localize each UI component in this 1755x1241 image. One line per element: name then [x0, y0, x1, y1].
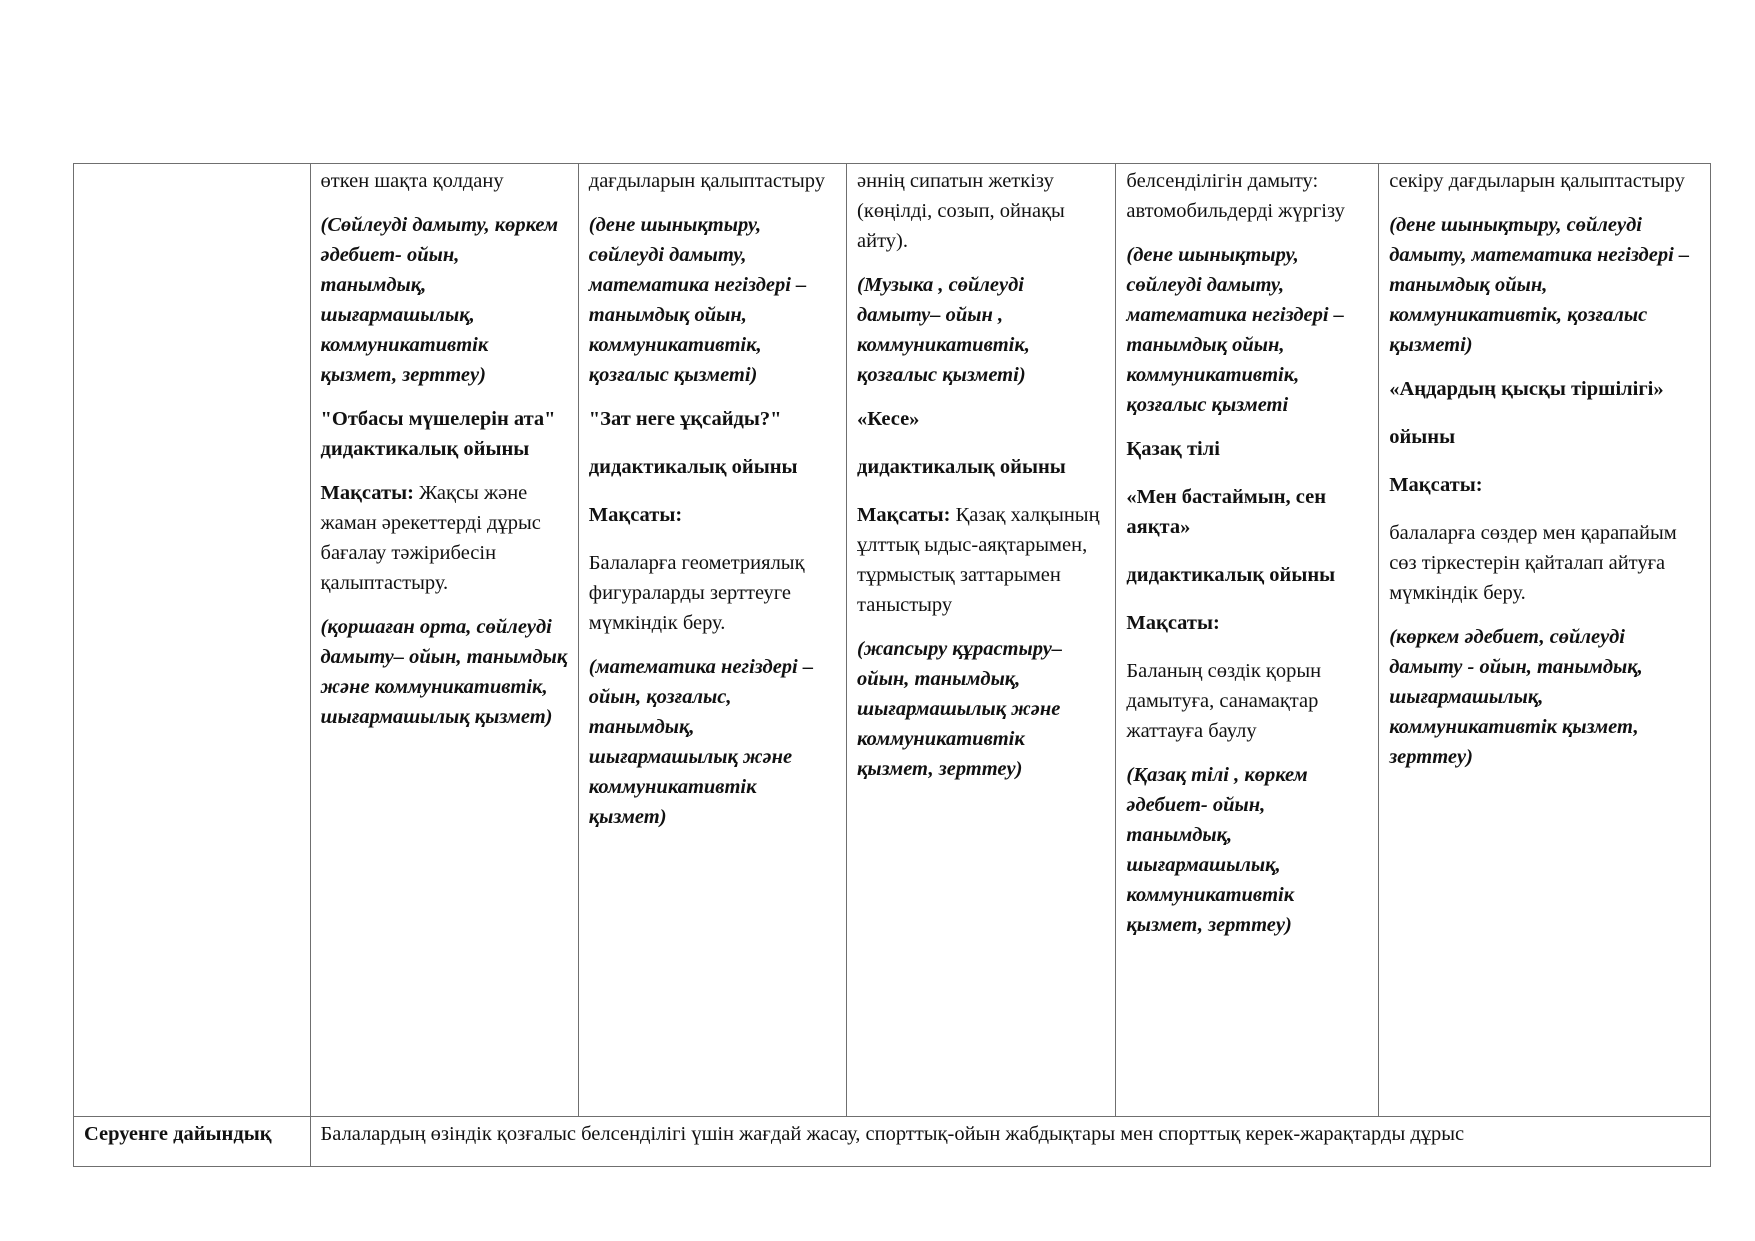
activities-row	[74, 164, 1711, 1117]
goal-paragraph	[321, 478, 568, 598]
game-type: дидактикалық ойыны	[588, 456, 798, 478]
subject-note: (математика негіздері – ойын, қозғалыс, танымдық, шығармашылық және коммуникативтік қызмет)	[588, 656, 814, 828]
subject-note: (жапсыру құрастыру– ойын, танымдық, шығармашылық және коммуникативтік қызмет, зерттеу)	[857, 638, 1063, 780]
walk-prep-row	[74, 1116, 1711, 1166]
goal-label: Мақсаты:	[857, 504, 951, 526]
goal-text: Қазақ халқының ұлттық ыдыс-аяқтарымен, тұрмыстық заттарымен таныстыру	[857, 504, 1100, 616]
lead-text: дағдыларын қалыптастыру	[588, 170, 825, 192]
lead-text: секіру дағдыларын қалыптастыру	[1389, 170, 1685, 192]
lead-text: өткен шақта қолдану	[320, 170, 504, 192]
game-type: ойыны	[1389, 426, 1456, 448]
lead-text: әннің сипатын жеткізу (көңілді, созып, ойнақы айту).	[857, 170, 1065, 252]
day-cell-4	[1116, 164, 1379, 1117]
subject-note: (дене шынықтыру, сөйлеуді дамыту, математика негіздері – танымдық ойын, коммуникативтік, қозғалыс қызметі	[1126, 244, 1344, 416]
goal-label: Мақсаты:	[1389, 474, 1483, 496]
goal-text: Жақсы және жаман әрекеттерді дұрыс бағалау тәжірибесін қалыптастыру.	[320, 482, 541, 594]
game-title: "Зат неге ұқсайды?"	[588, 408, 782, 430]
subject-note: (Музыка , сөйлеуді дамыту– ойын , коммуникативтік, қозғалыс қызметі)	[857, 274, 1030, 386]
day-cell-2	[578, 164, 846, 1117]
subject-note: (дене шынықтыру, сөйлеуді дамыту, математика негіздері – танымдық ойын, коммуникативтік, қозғалыс қызметі)	[1389, 214, 1690, 356]
goal-text: Балаларға геометриялық фигураларды зерттеуге мүмкіндік беру.	[588, 552, 805, 634]
game-title: «Кесе»	[857, 408, 920, 430]
day-cell-1	[310, 164, 578, 1117]
day-cell-5	[1379, 164, 1711, 1117]
game-type: дидактикалық ойыны	[857, 456, 1066, 478]
goal-paragraph	[857, 500, 1105, 620]
goal-label: Мақсаты:	[1126, 612, 1220, 634]
plan-table	[73, 163, 1711, 1167]
game-type: дидактикалық ойыны	[1126, 564, 1336, 586]
goal-text: балаларға сөздер мен қарапайым сөз тіркестерін қайталап айтуға мүмкіндік беру.	[1389, 522, 1677, 604]
subject-title: Қазақ тілі	[1126, 438, 1220, 460]
row-label-cell	[74, 164, 311, 1117]
walk-prep-label: Серуенге дайындық	[74, 1116, 311, 1166]
subject-note: (Қазақ тілі , көркем әдебиет- ойын, танымдық, шығармашылық, коммуникативтік қызмет, зерттеу)	[1126, 764, 1308, 936]
game-title: "Отбасы мүшелерін ата" дидактикалық ойыны	[320, 408, 556, 460]
lead-text: белсенділігін дамыту: автомобильдерді жүргізу	[1126, 170, 1345, 222]
goal-label: Мақсаты:	[588, 504, 683, 526]
subject-note: (қоршаған орта, сөйлеуді дамыту– ойын, танымдық және коммуникативтік, шығармашылық қызмет)	[320, 616, 568, 728]
subject-note: (Сөйлеуді дамыту, көркем әдебиет- ойын, танымдық, шығармашылық, коммуникативтік қызмет, зерттеу)	[320, 214, 559, 386]
day-cell-3	[847, 164, 1116, 1117]
goal-label: Мақсаты:	[320, 482, 414, 504]
game-title: «Мен бастаймын, сен аяқта»	[1126, 486, 1327, 538]
subject-note: (көркем әдебиет, сөйлеуді дамыту - ойын, танымдық, шығармашылық, коммуникативтік қызмет, зерттеу)	[1389, 626, 1643, 768]
goal-text: Баланың сөздік қорын дамытуға, санамақтар жаттауға баулу	[1126, 660, 1322, 742]
walk-prep-text: Балалардың өзіндік қозғалыс белсенділігі үшін жағдай жасау, спорттық-ойын жабдықтары мен спорттық керек-жарақтарды дұрыс	[310, 1116, 1710, 1166]
game-title: «Аңдардың қысқы тіршілігі»	[1389, 378, 1664, 400]
subject-note: (дене шынықтыру, сөйлеуді дамыту, математика негіздері – танымдық ойын, коммуникативтік, қозғалыс қызметі)	[588, 214, 807, 386]
